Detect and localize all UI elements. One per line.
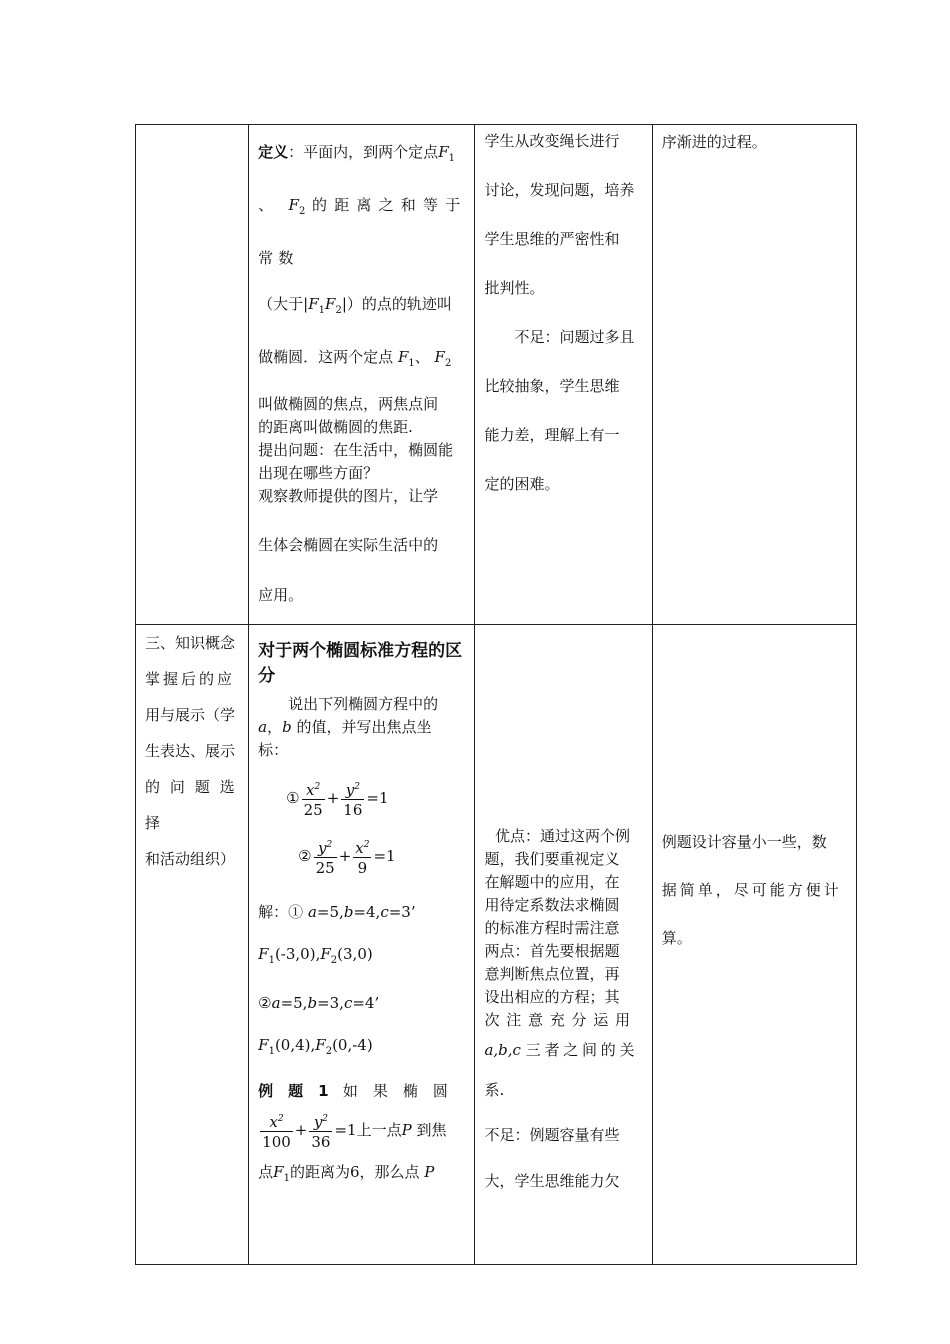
section-heading: 对于两个椭圆标准方程的区分 [258,641,463,686]
row2-stage-cell: 三、知识概念 掌握后的应 用与展示（学 生表达、展示 的问题选择 和活动组织） [136,625,249,1265]
table-row [136,125,857,625]
row1-analysis-cell: 学生从改变绳长进行 讨论，发现问题，培养 学生思维的严密性和 批判性。 不足：问题过多且 比较抽象，学生思维 能力差，理解上有一 定的困难。 [475,125,652,625]
definition-label: 定义 [258,143,289,161]
math-abs-F1F2: $|F_1F_2|$ [303,295,347,316]
row2-note-cell: 例题设计容量小一些，数 据简单，尽可能方便计 算。 [652,625,856,1265]
math-F1: $F_1$ [438,143,455,164]
solution-2: ②a=5,b=3,c=4’ [258,994,380,1012]
row1-content-cell: 定义：平面内，到两个定点$F_1$ 、 $F_2$ 的距离之和等于常数 （大于$|F_1F_2|$）的点的轨迹叫 做椭圆．这两个定点 $F_1$、 $F_2$ 叫做椭圆的焦点，两焦点间 的距离叫做椭圆的焦距. 提出问题：在生活中，椭圆能 出现在哪些方面？ 观察教师提供的图片，让学 生体会椭圆在实际生活中的 应用。 [249,125,475,625]
equation-2: ② $\frac{y^2}{25}$ + $\frac{x^2}{9}$ =1 [258,834,465,878]
example-1: 例 题 1 如 果 椭 圆 [258,1082,448,1100]
table-row [136,625,857,1265]
solution-1-foci: $F_1(-3,0),F_2(3,0)$ [258,945,373,966]
row2-content-cell: 对于两个椭圆标准方程的区分 说出下列椭圆方程中的 a，b 的值，并写出焦点坐 标： ① $\frac{x^2}{25}$ + $\frac{y^2}{16}$ =1 ② $\frac{y^2}{25}$ + $\frac{x^2}{9}$ =1 解：① a=5,b=4,c=3’ $F_1(-3,0),F_2(3,0)$ ②a=5,b=3,c=4’ $F_1(0,4),F_2(0,-4)$ 例 题 1 如 果 椭 圆 $\frac{x^2}{100}$ + $\frac{y^2}{36}$ =1上一点P 到焦 点$F_1$的距离为6，那么点 P [249,625,475,1265]
math-abc: a,b,c [484,1041,521,1059]
row1-note-cell: 序渐进的过程。 [652,125,856,625]
row1-stage-cell [136,125,249,625]
lesson-table [135,124,857,1265]
equation-1: ① $\frac{x^2}{25}$ + $\frac{y^2}{16}$ =1 [258,776,465,820]
solution-2-foci: $F_1(0,4),F_2(0,-4)$ [258,1036,373,1057]
row2-analysis-cell: 优点：通过这两个例 题，我们要重视定义 在解题中的应用，在 用待定系数法求椭圆 的标准方程时需注意 两点：首先要根据题 意判断焦点位置，再 设出相应的方程；其 次注意充分运用 a,b,c 三者之间的关 系. 不足：例题容量有些 大，学生思维能力欠 [475,625,652,1265]
solution-1: 解：① a=5,b=4,c=3’ [258,903,416,921]
math-F2: $F_2$ [288,196,306,217]
